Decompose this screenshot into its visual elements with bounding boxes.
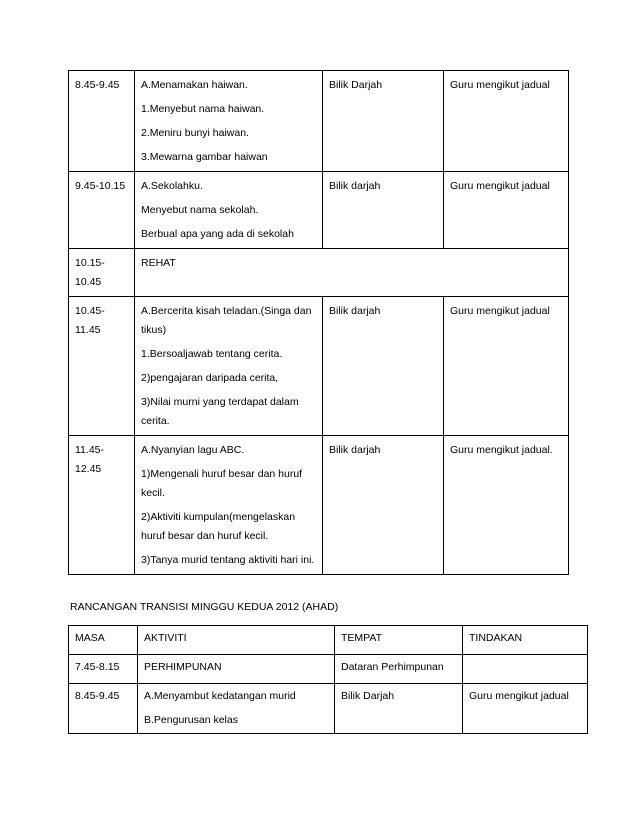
masa-text: 10.15-10.45 (75, 257, 105, 288)
aktiviti-line: Menyebut nama sekolah. (141, 204, 259, 216)
tempat-cell: Bilik Darjah (335, 684, 463, 734)
tindakan-cell: Guru mengikut jadual (463, 684, 588, 734)
aktiviti-line: A.Menyambut kedatangan murid (144, 690, 296, 702)
aktiviti-line: 3.Mewarna gambar haiwan (141, 151, 268, 163)
aktiviti-line: A.Sekolahku. (141, 180, 203, 192)
aktiviti-line: A.Nyanyian lagu ABC. (141, 444, 245, 456)
tindakan-cell: Guru mengikut jadual (444, 71, 569, 172)
table-header-row (69, 626, 588, 655)
tempat-cell: Bilik darjah (323, 297, 444, 436)
table-row (69, 172, 569, 249)
aktiviti-line: 3)Nilai murni yang terdapat dalam cerita. (141, 396, 299, 427)
header-tempat: TEMPAT (335, 626, 463, 655)
table-row (69, 249, 569, 297)
masa-cell (69, 436, 135, 575)
table-row (69, 436, 569, 575)
aktiviti-line: B.Pengurusan kelas (144, 714, 238, 726)
masa-cell: 8.45-9.45 (69, 684, 138, 734)
masa-cell (69, 297, 135, 436)
aktiviti-line: A.Menamakan haiwan. (141, 79, 248, 91)
rehat-cell: REHAT (135, 249, 569, 297)
aktiviti-line: 1.Bersoaljawab tentang cerita. (141, 348, 283, 360)
tempat-cell: Bilik darjah (323, 436, 444, 575)
aktiviti-cell (138, 684, 335, 734)
masa-text: 11.45-12.45 (75, 444, 104, 475)
aktiviti-line: 1)Mengenali huruf besar dan huruf kecil. (141, 468, 303, 499)
masa-text: 10.45-11.45 (75, 305, 105, 336)
aktiviti-line: 2.Meniru bunyi haiwan. (141, 127, 249, 139)
table-row (69, 71, 569, 172)
aktiviti-cell (135, 297, 323, 436)
header-tindakan: TINDAKAN (463, 626, 588, 655)
tindakan-cell: Guru mengikut jadual. (444, 436, 569, 575)
aktiviti-line: Berbual apa yang ada di sekolah (141, 228, 294, 240)
table-row (69, 684, 588, 734)
aktiviti-line: 1.Menyebut nama haiwan. (141, 103, 265, 115)
masa-cell: 8.45-9.45 (69, 71, 135, 172)
aktiviti-cell (135, 436, 323, 575)
tindakan-cell (463, 655, 588, 684)
tindakan-cell: Guru mengikut jadual (444, 297, 569, 436)
header-aktiviti: AKTIVITI (138, 626, 335, 655)
tempat-cell: Bilik darjah (323, 172, 444, 249)
masa-cell (69, 249, 135, 297)
aktiviti-cell (135, 172, 323, 249)
table-row (69, 655, 588, 684)
aktiviti-line: 2)pengajaran daripada cerita, (141, 372, 279, 384)
tempat-cell: Dataran Perhimpunan (335, 655, 463, 684)
table-row (69, 297, 569, 436)
schedule-table-week2 (68, 625, 588, 734)
aktiviti-cell: PERHIMPUNAN (138, 655, 335, 684)
masa-cell: 9.45-10.15 (69, 172, 135, 249)
aktiviti-line: 3)Tanya murid tentang aktiviti hari ini. (141, 554, 315, 566)
masa-cell: 7.45-8.15 (69, 655, 138, 684)
schedule-table-continued (68, 70, 569, 575)
aktiviti-line: A.Bercerita kisah teladan.(Singa dan tikus) (141, 305, 312, 336)
header-masa: MASA (69, 626, 138, 655)
tempat-cell: Bilik Darjah (323, 71, 444, 172)
aktiviti-line: 2)Aktiviti kumpulan(mengelaskan huruf besar dan huruf kecil. (141, 511, 296, 542)
section-heading: RANCANGAN TRANSISI MINGGU KEDUA 2012 (AHAD) (70, 601, 339, 613)
tindakan-cell: Guru mengikut jadual (444, 172, 569, 249)
aktiviti-cell (135, 71, 323, 172)
